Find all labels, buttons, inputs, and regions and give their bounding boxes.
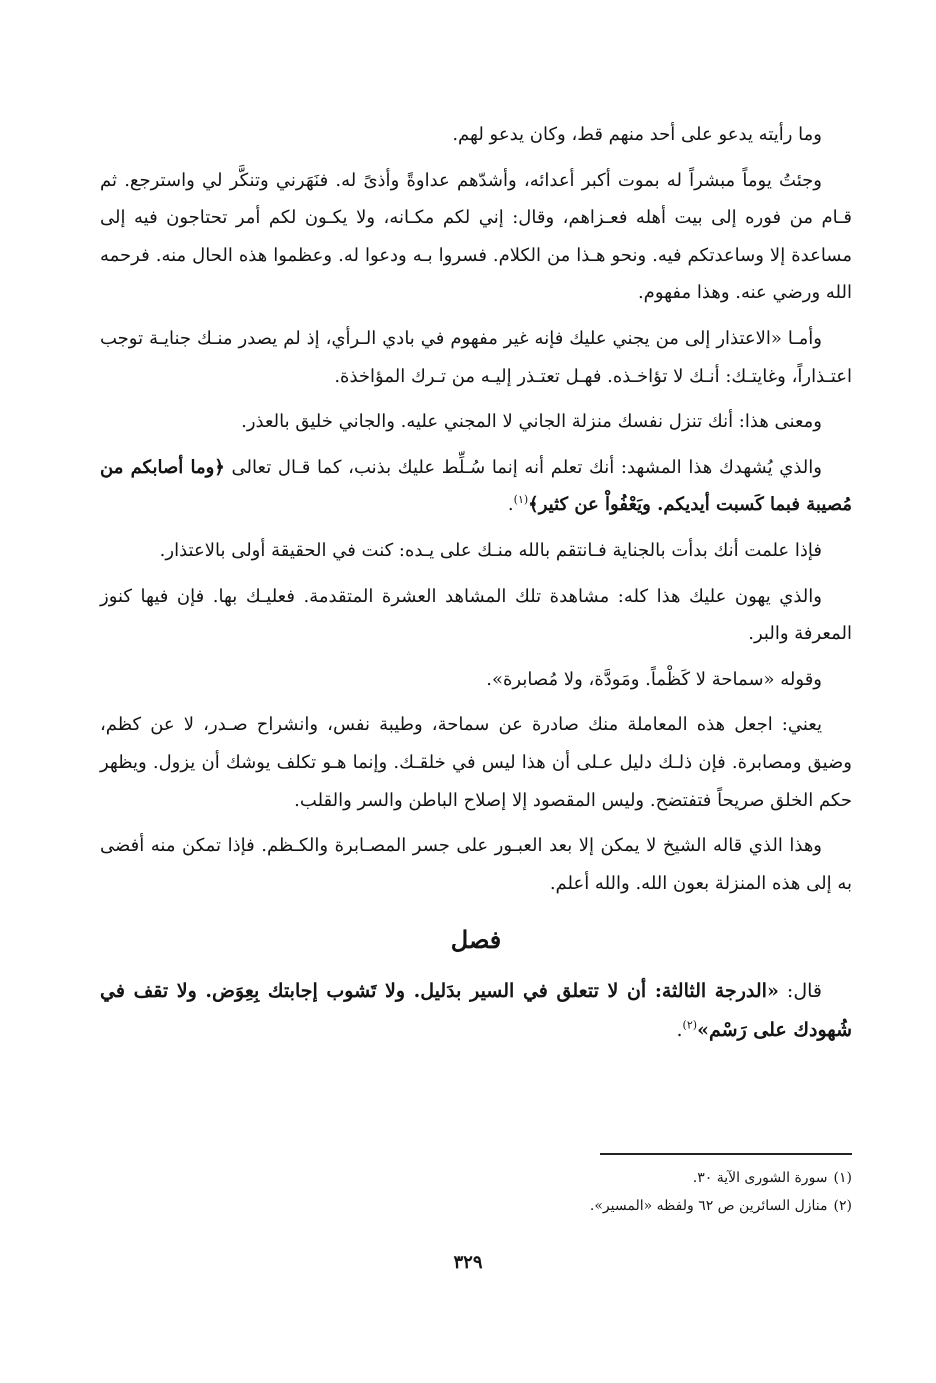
footnote-text: منازل السائرين ص ٦٢ ولفظه «المسير».	[589, 1198, 828, 1214]
quote-end: .	[676, 1019, 683, 1042]
page-body	[100, 100, 852, 1050]
footnote-text: سورة الشورى الآية ٣٠.	[692, 1170, 828, 1186]
paragraph-5-end: .	[507, 494, 514, 516]
footnote-ref-1: (١)	[513, 493, 529, 507]
paragraph-4: ومعنى هذا: أنك تنزل نفسك منزلة الجاني لا المجني عليه. والجاني خليق بالعذر.	[241, 411, 822, 433]
section-heading: فصل	[450, 925, 502, 955]
quran-verse: ﴿وما أصابكم من مُصيبة فبما كَسبت أيديكم. ويَعْفُواْ عن كثير﴾	[100, 456, 852, 516]
paragraph-8: وقوله «سماحة لا كَظْماً. ومَودَّة، ولا مُصابرة».	[486, 668, 822, 690]
footnote-item	[100, 1192, 852, 1220]
quote-label: قال:	[786, 980, 822, 1003]
footnote-ref-2: (٢)	[682, 1018, 698, 1032]
footnote-item	[100, 1164, 852, 1192]
footnote-divider	[600, 1153, 852, 1155]
paragraph-6: فإذا علمت أنك بدأت بالجناية فـانتقم بالله منـك على يـده: كنت في الحقيقة أولى بالاعتذار.	[159, 539, 822, 561]
paragraph-7: والذي يهون عليك هذا كله: مشاهدة تلك المشاهد العشرة المتقدمة. فعليـك بها. فإن فيها كنوز المعرفة والبر.	[100, 585, 852, 645]
quote-text: «الدرجة الثالثة: أن لا تتعلق في السير بدَليل. ولا تَشوب إجابتك بِعِوَض. ولا تقف في شُهودك على رَسْم»	[100, 980, 852, 1042]
paragraph-3: وأمـا «الاعتذار إلى من يجني عليك فإنه غير مفهوم في بادي الـرأي، إذ لم يصدر منـك جنايـة توجب اعتـذاراً، وغايتـك: أنـك لا تؤاخـذه. فهـل تعتـذر إليـه من تـرك المؤاخذة.	[100, 327, 852, 387]
paragraph-9: يعني: اجعل هذه المعاملة منك صادرة عن سماحة، وطيبة نفس، وانشراح صـدر، لا عن كظم، وضيق ومصابرة. فإن ذلـك دليل عـلى أن هذا ليس في خلقـك. وإنما هـو تكلف يوشك أن يزول. ويظهر حكم الخلق صريحاً فتفتضح. وليس المقصود إلا إصلاح الباطن والسر والقلب.	[100, 714, 852, 811]
paragraph-10: وهذا الذي قاله الشيخ لا يمكن إلا بعد العبـور على جسر المصـابرة والكـظم. فإذا تمكن منه أفضى به إلى هذه المنزلة بعون الله. والله أعلم.	[100, 835, 852, 894]
quote-paragraph	[100, 972, 852, 1050]
paragraph-2: وجئتُ يوماً مبشراً له بموت أكبر أعدائه، وأشدّهم عداوةً وأذىً له. فنَهَرني وتنكَّر لي واسترجع. ثم قـام من فوره إلى بيت أهله فعـزاهم، وقال: إني لكم مكـانه، ولا يكـون لكم أمر تحتاجون فيه إلى مساعدة إلا وساعدتكم فيه. ونحو هـذا من الكلام. فسروا بـه ودعوا له. وعظموا هذه الحال منه. فرحمه الله ورضي عنه. وهذا مفهوم.	[100, 169, 852, 304]
footnote-number: (١)	[833, 1170, 852, 1186]
paragraph-5	[100, 449, 852, 524]
footnote-number: (٢)	[833, 1198, 852, 1214]
footnotes	[100, 1164, 852, 1220]
paragraph-5-text: والذي يُشهدك هذا المشهد: أنك تعلم أنه إنما سُـلِّط عليك بذنب، كما قـال تعالى	[231, 456, 822, 478]
page-number: ٣٢٩	[453, 1252, 483, 1273]
paragraph-1: وما رأيته يدعو على أحد منهم قط، وكان يدعو لهم.	[452, 124, 822, 145]
